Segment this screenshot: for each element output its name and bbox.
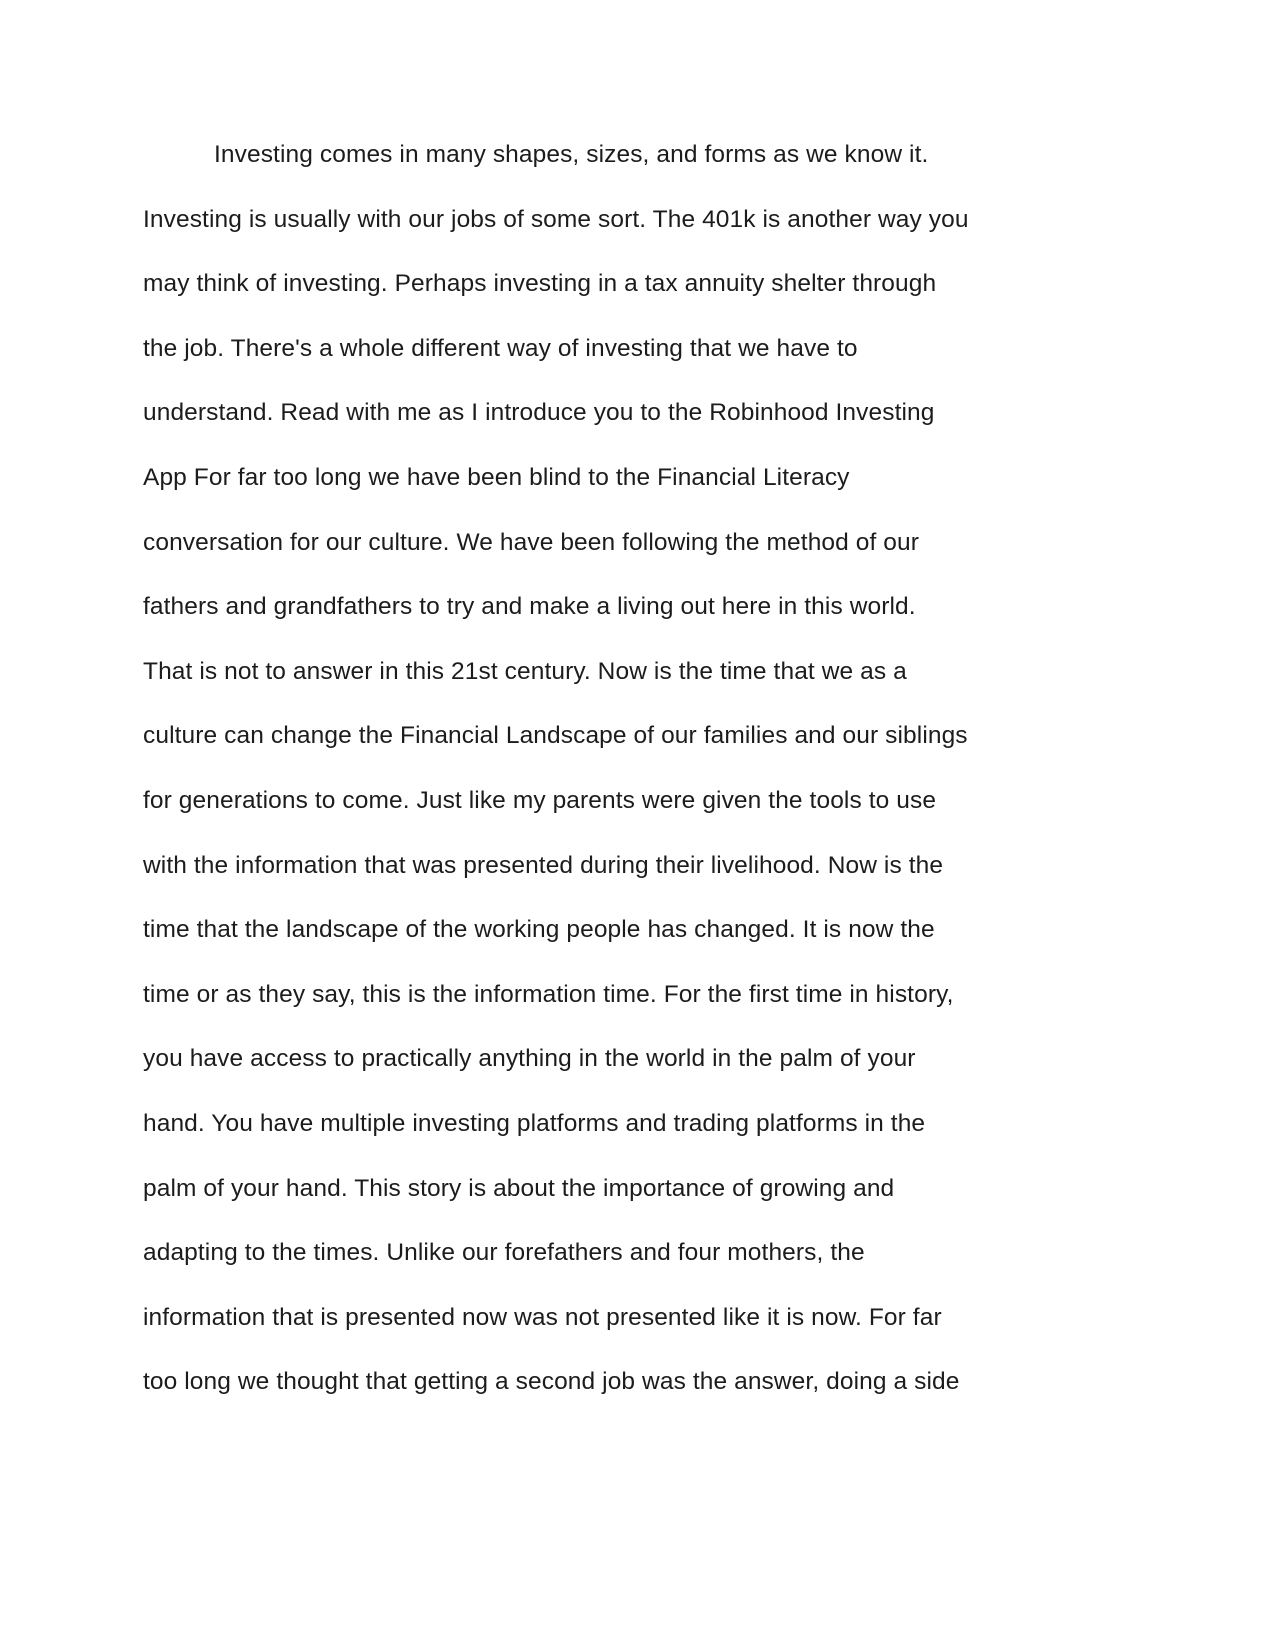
text-line: hand. You have multiple investing platforms and trading platforms in the [143, 1109, 926, 1137]
text-line: Investing is usually with our jobs of some sort. The 401k is another way you [143, 205, 969, 233]
text-line: Investing comes in many shapes, sizes, and forms as we know it. [214, 141, 929, 168]
text-line: fathers and grandfathers to try and make a living out here in this world. [143, 593, 916, 621]
text-line: the job. There's a whole different way of investing that we have to [143, 334, 858, 362]
text-line: App For far too long we have been blind to the Financial Literacy [143, 463, 850, 491]
text-line: conversation for our culture. We have been following the method of our [143, 528, 920, 556]
text-line: too long we thought that getting a second job was the answer, doing a side [143, 1368, 960, 1396]
text-line: may think of investing. Perhaps investing in a tax annuity shelter through [143, 270, 937, 298]
text-line: with the information that was presented during their livelihood. Now is the [143, 851, 944, 879]
text-line: time or as they say, this is the information time. For the first time in history, [143, 980, 954, 1008]
text-line: time that the landscape of the working people has changed. It is now the [143, 916, 935, 944]
text-line: for generations to come. Just like my parents were given the tools to use [143, 786, 937, 814]
text-line: That is not to answer in this 21st century. Now is the time that we as a [143, 657, 907, 685]
text-line: palm of your hand. This story is about the importance of growing and [143, 1174, 895, 1202]
text-line: information that is presented now was not presented like it is now. For far [143, 1303, 942, 1331]
document-body [143, 123, 1133, 1415]
text-line: understand. Read with me as I introduce you to the Robinhood Investing [143, 399, 935, 427]
text-line: you have access to practically anything in the world in the palm of your [143, 1045, 916, 1073]
text-line: adapting to the times. Unlike our forefathers and four mothers, the [143, 1239, 865, 1267]
text-line: culture can change the Financial Landscape of our families and our siblings [143, 722, 968, 750]
